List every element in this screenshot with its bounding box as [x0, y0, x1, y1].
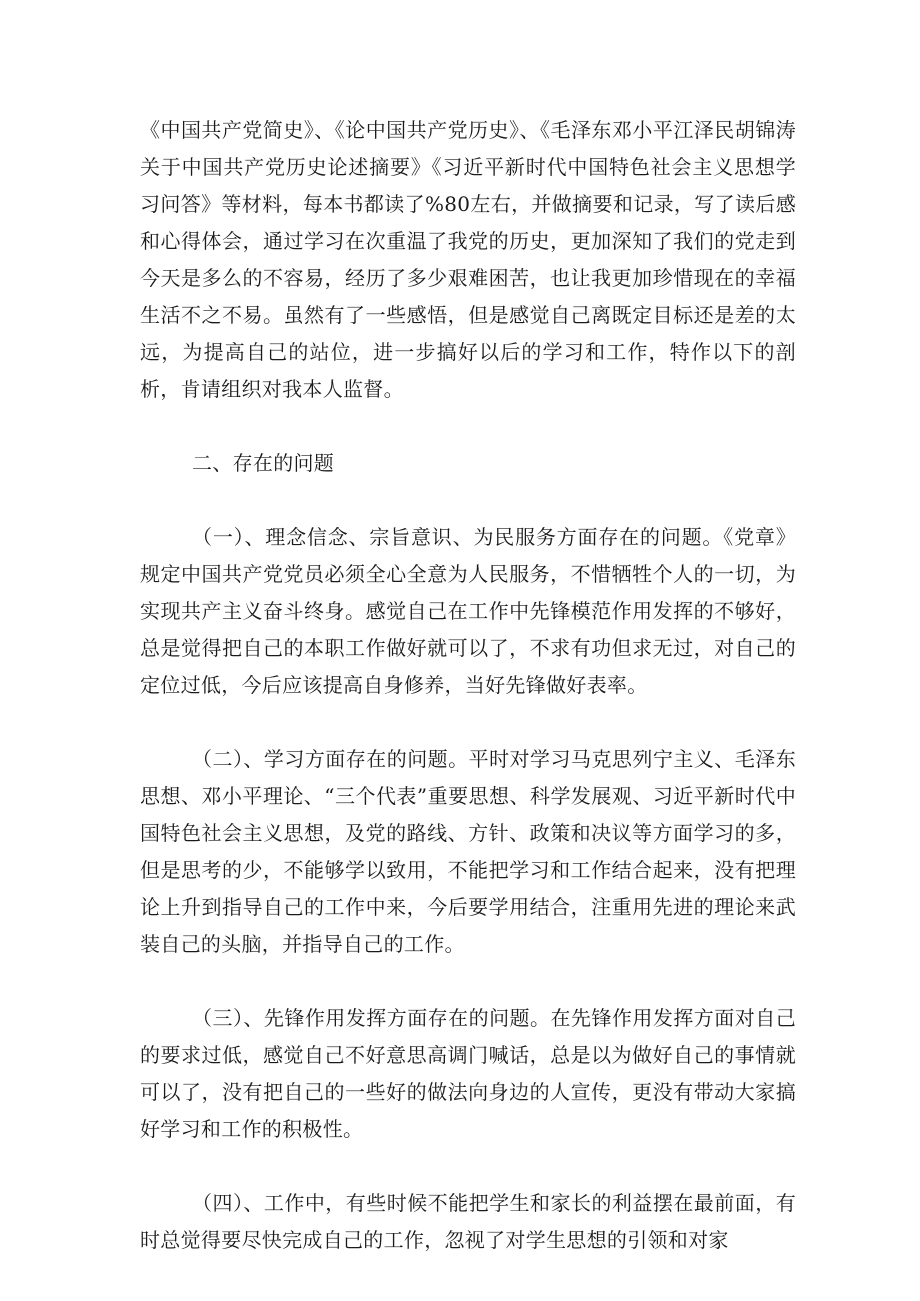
document-body — [140, 112, 796, 1259]
paragraph-problem-4: （四）、工作中，有些时候不能把学生和家长的利益摆在最前面，有时总觉得要尽快完成自己的工作，忽视了对学生思想的引领和对家 — [140, 1191, 796, 1252]
paragraph-problem-1: （一）、理念信念、宗旨意识、为民服务方面存在的问题。《党章》规定中国共产党党员必须全心全意为人民服务，不惜牺牲个人的一切，为实现共产主义奋斗终身。感觉自己在工作中先锋模范作用发挥的不够好，总是觉得把自己的本职工作做好就可以了，不求有功但求无过，对自己的定位过低，今后应该提高自身修养，当好先锋做好表率。 — [140, 525, 796, 697]
section-heading-problems: 二、存在的问题 — [192, 451, 335, 475]
paragraph-problem-2: （二）、学习方面存在的问题。平时对学习马克思列宁主义、毛泽东思想、邓小平理论、“三个代表”重要思想、科学发展观、习近平新时代中国特色社会主义思想，及党的路线、方针、政策和决议等方面学习的多，但是思考的少，不能够学以致用，不能把学习和工作结合起来，没有把理论上升到指导自己的工作中来，今后要学用结合，注重用先进的理论来武装自己的头脑，并指导自己的工作。 — [140, 747, 796, 956]
paragraph-intro-continued: 《中国共产党简史》、《论中国共产党历史》、《毛泽东邓小平江泽民胡锦涛关于中国共产党历史论述摘要》《习近平新时代中国特色社会主义思想学习问答》等材料，每本书都读了%80左右，并做摘要和记录，写了读后感和心得体会，通过学习在次重温了我党的历史，更加深知了我们的党走到今天是多么的不容易，经历了多少艰难困苦，也让我更加珍惜现在的幸福生活不之不易。虽然有了一些感悟，但是感觉自己离既定目标还是差的太远，为提高自己的站位，进一步搞好以后的学习和工作，特作以下的剖析，肯请组织对我本人监督。 — [140, 118, 796, 401]
paragraph-problem-3: （三）、先锋作用发挥方面存在的问题。在先锋作用发挥方面对自己的要求过低，感觉自己不好意思高调门喊话，总是以为做好自己的事情就可以了，没有把自己的一些好的做法向身边的人宣传，更没有带动大家搞好学习和工作的积极性。 — [140, 1006, 796, 1141]
